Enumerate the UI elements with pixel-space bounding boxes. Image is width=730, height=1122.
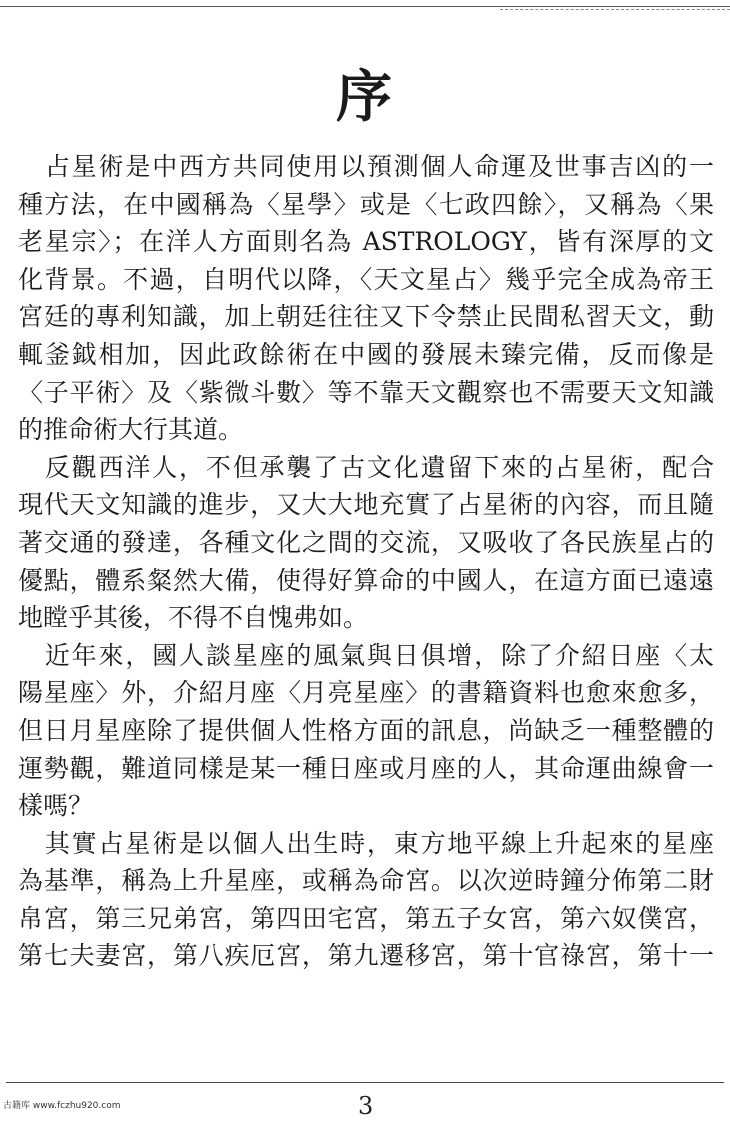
text-line: 的推命術大行其道。 bbox=[18, 415, 244, 445]
text-line: 種方法，在中國稱為〈星學〉或是〈七政四餘〉，又稱為〈果 bbox=[18, 189, 714, 219]
top-rule-dashed bbox=[500, 9, 730, 10]
text-line: 宮廷的專利知識，加上朝廷往往又下令禁止民間私習天文，動 bbox=[18, 302, 714, 332]
text-line: 地瞠乎其後，不得不自愧弗如。 bbox=[18, 603, 369, 633]
text-line: 其實占星術是以個人出生時，東方地平線上升起來的星座 bbox=[18, 828, 714, 858]
page-number: 3 bbox=[358, 1092, 374, 1120]
text-line: 樣嗎？ bbox=[18, 791, 94, 821]
footer-source: 古籍库 www.fczhu920.com bbox=[3, 1101, 121, 1111]
text-line: 占星術是中西方共同使用以預測個人命運及世事吉凶的一 bbox=[18, 152, 714, 181]
text-line: 優點，體系粲然大備，使得好算命的中國人，在這方面已遠遠 bbox=[18, 565, 714, 595]
text-line: 〈子平術〉及〈紫微斗數〉等不靠天文觀察也不需要天文知識 bbox=[18, 377, 714, 407]
bottom-rule bbox=[6, 1082, 724, 1083]
text-line: 現代天文知識的進步，又大大地充實了占星術的內容，而且隨 bbox=[18, 490, 714, 520]
body-text bbox=[18, 148, 714, 975]
text-line: 老星宗〉；在洋人方面則名為 ASTROLOGY，皆有深厚的文 bbox=[18, 227, 714, 257]
text-line: 著交通的發達，各種文化之間的交流，又吸收了各民族星占的 bbox=[18, 527, 714, 557]
text-line: 運勢觀，難道同樣是某一種日座或月座的人，其命運曲線會一 bbox=[18, 753, 714, 783]
top-rule bbox=[0, 6, 730, 7]
text-line: 輒釜鉞相加，因此政餘術在中國的發展未臻完備，反而像是 bbox=[18, 339, 714, 369]
text-line: 反觀西洋人，不但承襲了古文化遺留下來的占星術，配合 bbox=[18, 452, 714, 482]
text-line: 近年來，國人談星座的風氣與日俱增，除了介紹日座〈太 bbox=[18, 640, 714, 670]
text-line: 帛宮，第三兄弟宮，第四田宅宮，第五子女宮，第六奴僕宮， bbox=[18, 903, 714, 933]
text-line: 陽星座〉外，介紹月座〈月亮星座〉的書籍資料也愈來愈多， bbox=[18, 678, 714, 708]
text-line: 但日月星座除了提供個人性格方面的訊息，尚缺乏一種整體的 bbox=[18, 715, 714, 745]
page-title: 序 bbox=[336, 64, 394, 130]
text-line: 化背景。不過，自明代以降，〈天文星占〉幾乎完全成為帝王 bbox=[18, 264, 714, 294]
text-line: 為基準，稱為上升星座，或稱為命宮。以次逆時鐘分佈第二財 bbox=[18, 866, 714, 896]
text-line: 第七夫妻宮，第八疾厄宮，第九遷移宮，第十官祿宮，第十一 bbox=[18, 941, 714, 971]
